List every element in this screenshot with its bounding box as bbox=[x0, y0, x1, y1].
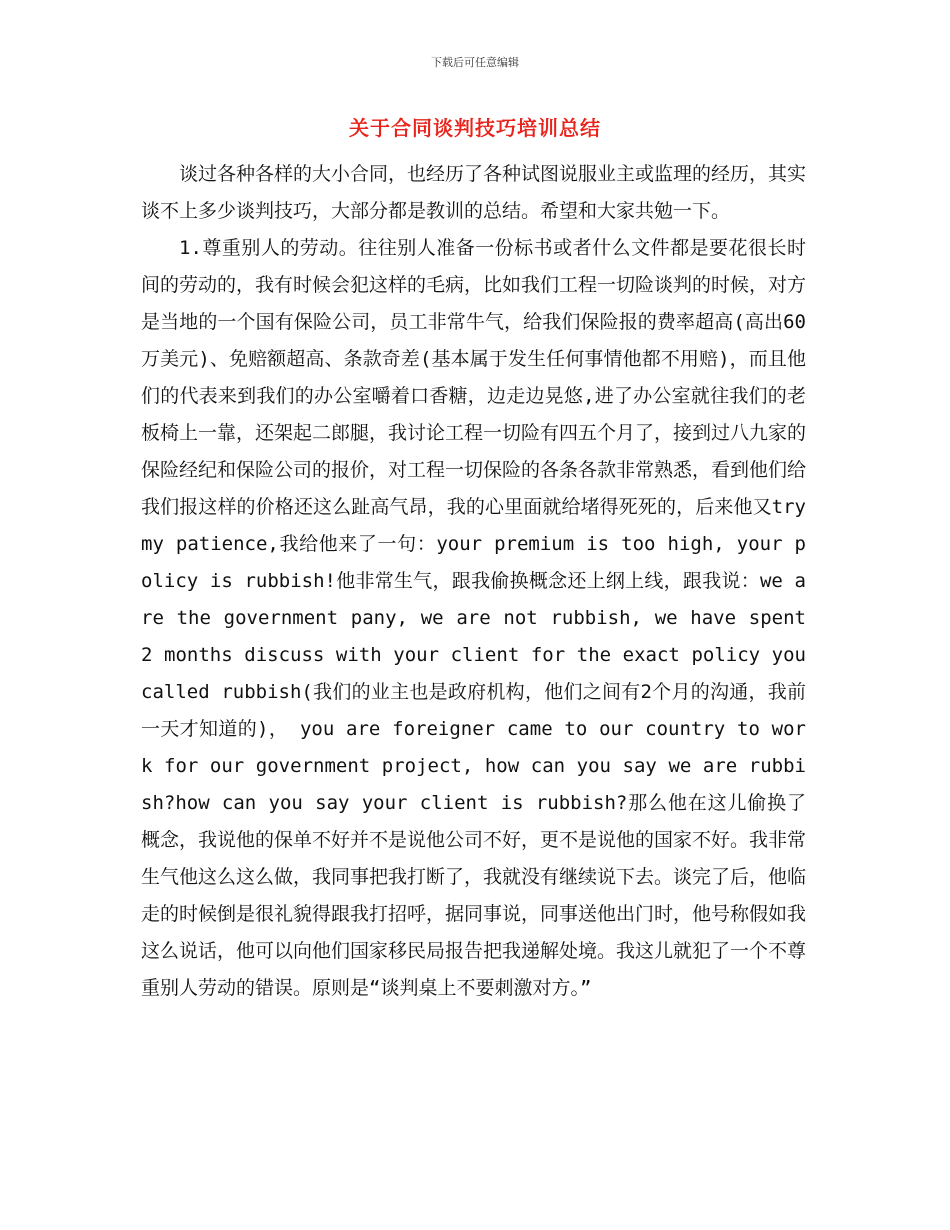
paragraph-point-1: 1.尊重别人的劳动。往往别人准备一份标书或者什么文件都是要花很长时间的劳动的，我有时候会犯这样的毛病，比如我们工程一切险谈判的时候，对方是当地的一个国有保险公司，员工非常牛气，给我们保险报的费率超高(高出60万美元)、免赔额超高、条款奇差(基本属于发生任何事情他都不用赔)，而且他们的代表来到我们的办公室嚼着口香糖，边走边晃悠,进了办公室就往我们的老板椅上一靠，还架起二郎腿，我讨论工程一切险有四五个月了，接到过八九家的保险经纪和保险公司的报价，对工程一切保险的各条各款非常熟悉，看到他们给我们报这样的价格还这么趾高气昂，我的心里面就给堵得死死的，后来他又try my patience,我给他来了一句：your premium is too high, your policy is rubbish!他非常生气，跟我偷换概念还上纲上线，跟我说：we are the government pany, we are not rubbish, we have spent 2 months discuss with your client for the exact policy you called rubbish(我们的业主也是政府机构，他们之间有2个月的沟通，我前一天才知道的)， you are foreigner came to our country to work for our government project, how can you say we are rubbish?how can you say your client is rubbish?那么他在这儿偷换了概念，我说他的保单不好并不是说他公司不好，更不是说他的国家不好。我非常生气他这么这么做，我同事把我打断了，我就没有继续说下去。谈完了后，他临走的时候倒是很礼貌得跟我打招呼，据同事说，同事送他出门时，他号称假如我这么说话，他可以向他们国家移民局报告把我递解处境。我这儿就犯了一个不尊重别人劳动的错误。原则是“谈判桌上不要刺激对方。” bbox=[141, 237, 807, 999]
document-body bbox=[141, 156, 806, 1007]
paragraph-intro: 谈过各种各样的大小合同，也经历了各种试图说服业主或监理的经历，其实谈不上多少谈判技巧，大部分都是教训的总结。希望和大家共勉一下。 bbox=[141, 163, 807, 222]
document-title: 关于合同谈判技巧培训总结 bbox=[349, 116, 601, 140]
page-header: 下载后可任意编辑 bbox=[431, 56, 519, 69]
